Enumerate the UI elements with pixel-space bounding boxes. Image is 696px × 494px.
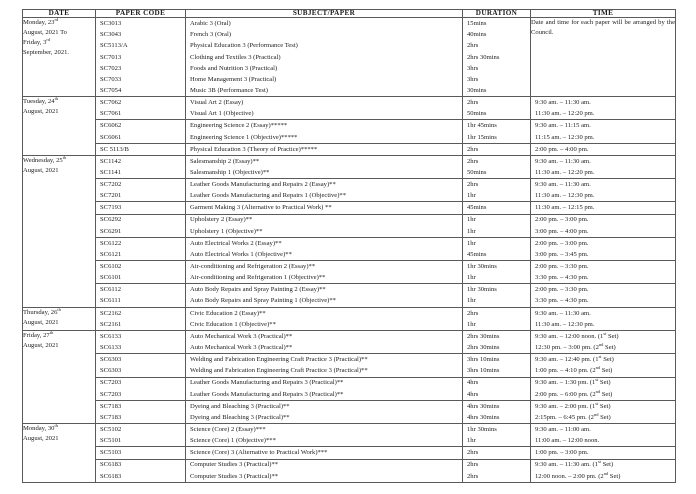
duration-cell <box>463 377 531 400</box>
duration-cell-line: 30mins <box>467 86 487 94</box>
subject-paper-cell <box>186 400 463 423</box>
subject-paper-cell-line: Auto Body Repairs and Spray Painting 2 (Essay)** <box>190 286 326 294</box>
subject-paper-cell <box>186 120 463 143</box>
duration-cell-line: 3hrs <box>467 64 479 72</box>
subject-paper-cell <box>186 237 463 260</box>
date-cell: Monday, 30th August, 2021 <box>23 424 96 483</box>
paper-code-cell-line: SC3013 <box>100 20 122 28</box>
time-cell-line: 3:30 pm. – 4:30 pm. <box>535 297 589 305</box>
time-cell <box>531 97 676 120</box>
paper-code-cell <box>96 214 186 237</box>
date-cell: Tuesday, 24th August, 2021 <box>23 97 96 156</box>
duration-cell-line: 1hr 15mins <box>467 133 497 141</box>
time-cell <box>531 447 676 459</box>
duration-cell <box>463 424 531 447</box>
time-cell <box>531 261 676 284</box>
subject-paper-cell-line: Auto Body Repairs and Spray Painting 1 (Objective)** <box>190 297 336 305</box>
duration-cell-line: 2hrs <box>467 472 479 480</box>
duration-cell-line: 3hrs 10mins <box>467 367 500 375</box>
duration-cell-line: 2hrs <box>467 157 479 165</box>
duration-cell <box>463 143 531 155</box>
table-row <box>23 120 676 143</box>
date-cell: Thursday, 26th August, 2021 <box>23 307 96 330</box>
time-cell <box>531 307 676 330</box>
duration-cell-line: 4hrs <box>467 379 479 387</box>
duration-cell <box>463 179 531 202</box>
subject-paper-cell-line: Visual Art 2 (Essay) <box>190 99 244 107</box>
time-cell-line: 11:30 am. – 12:30 pm. <box>535 192 595 200</box>
paper-code-cell <box>96 284 186 307</box>
time-cell <box>531 400 676 423</box>
time-cell <box>531 143 676 155</box>
paper-code-cell-line: SC7201 <box>100 192 122 200</box>
time-cell <box>531 424 676 447</box>
time-cell-line: 2:00 pm. – 6:00 pm. (2nd Set) <box>535 388 613 398</box>
paper-code-cell-line: SC7061 <box>100 110 122 118</box>
paper-code-cell-line: SC6061 <box>100 133 122 141</box>
time-cell-line: 11:00 am. – 12:00 noon. <box>535 437 600 445</box>
duration-cell-line: 2hrs <box>467 42 479 50</box>
time-cell-line: 2:00 pm. – 3:30 pm. <box>535 286 589 294</box>
time-cell <box>531 155 676 178</box>
table-row <box>23 424 676 447</box>
duration-cell-line: 4hrs <box>467 390 479 398</box>
paper-code-cell-line: SC6291 <box>100 227 122 235</box>
duration-cell-line: 2hrs <box>467 181 479 189</box>
subject-paper-cell <box>186 447 463 459</box>
paper-code-cell <box>96 237 186 260</box>
duration-cell-line: 45mins <box>467 250 487 258</box>
duration-cell <box>463 459 531 482</box>
time-note-cell: Date and time for each paper will be arranged by the Council. <box>531 18 676 97</box>
paper-code-cell <box>96 331 186 354</box>
subject-paper-cell <box>186 202 463 214</box>
subject-paper-cell-line: Leather Goods Manufacturing and Repairs 3 (Practical)** <box>190 390 344 398</box>
duration-cell-line: 1hr <box>467 227 476 235</box>
time-cell <box>531 331 676 354</box>
subject-paper-cell-line: Science (Core) 1 (Objective)*** <box>190 437 276 445</box>
time-cell-line: 11:30 am. – 12:15 pm. <box>535 204 595 212</box>
paper-code-cell-line: SC1142 <box>100 157 122 165</box>
time-cell-line: 9:30 am. – 11:30 am. <box>535 181 591 189</box>
table-header <box>23 10 676 18</box>
subject-paper-cell-line: Engineering Science 2 (Essay)***** <box>190 122 288 130</box>
column-header-date: DATE <box>23 10 96 18</box>
paper-code-cell <box>96 261 186 284</box>
paper-code-cell-line: SC2162 <box>100 309 122 317</box>
duration-cell-line: 50mins <box>467 110 487 118</box>
subject-paper-cell-line: Arabic 3 (Oral) <box>190 20 231 28</box>
table-row <box>23 354 676 377</box>
paper-code-cell-line: SC6122 <box>100 239 122 247</box>
paper-code-cell <box>96 354 186 377</box>
paper-code-cell-line: SC6101 <box>100 274 122 282</box>
paper-code-cell <box>96 459 186 482</box>
subject-paper-cell-line: Garment Making 3 (Alternative to Practical Work) ** <box>190 204 332 212</box>
duration-cell-line: 1hr <box>467 274 476 282</box>
paper-code-cell <box>96 179 186 202</box>
paper-code-cell-line: SC6133 <box>100 344 122 352</box>
subject-paper-cell-line: Science (Core) 3 (Alternative to Practical Work)*** <box>190 449 328 457</box>
time-cell-line: 9:30 am. – 12:40 pm. (1st Set) <box>535 354 614 364</box>
duration-cell <box>463 331 531 354</box>
paper-code-cell-line: SC 5113/B <box>100 145 129 153</box>
duration-cell <box>463 155 531 178</box>
paper-code-cell-line: SC6183 <box>100 461 122 469</box>
duration-cell-line: 4hrs 30mins <box>467 413 500 421</box>
date-cell: Friday, 27th August, 2021 <box>23 331 96 424</box>
time-cell-line: 1:00 pm. – 3:00 pm. <box>535 449 589 457</box>
subject-paper-cell-line: Upholstery 1 (Objective)** <box>190 227 263 235</box>
table-row <box>23 284 676 307</box>
duration-cell-line: 1hr <box>467 239 476 247</box>
table-row <box>23 18 676 97</box>
subject-paper-cell-line: Auto Mechanical Work 3 (Practical)** <box>190 332 293 340</box>
subject-paper-cell-line: Music 3B (Performance Test) <box>190 86 268 94</box>
table-row <box>23 400 676 423</box>
time-cell <box>531 120 676 143</box>
paper-code-cell-line: SC6292 <box>100 216 122 224</box>
paper-code-cell-line: SC7202 <box>100 181 122 189</box>
subject-paper-cell-line: Computer Studies 3 (Practical)** <box>190 472 279 480</box>
subject-paper-cell <box>186 97 463 120</box>
subject-paper-cell-line: Science (Core) 2 (Essay)*** <box>190 426 266 434</box>
subject-paper-cell-line: Home Management 3 (Practical) <box>190 75 277 83</box>
subject-paper-cell <box>186 18 463 97</box>
subject-paper-cell-line: Auto Electrical Works 1 (Objective)** <box>190 250 292 258</box>
subject-paper-cell-line: Foods and Nutrition 3 (Practical) <box>190 64 278 72</box>
time-cell <box>531 214 676 237</box>
paper-code-cell-line: SC7183 <box>100 413 122 421</box>
time-cell-line: 11:30 am. – 12:20 pm. <box>535 110 595 118</box>
table-row <box>23 143 676 155</box>
time-cell-line: 11:30 am. – 12:30 pm. <box>535 320 595 328</box>
subject-paper-cell <box>186 284 463 307</box>
duration-cell <box>463 214 531 237</box>
table-row <box>23 261 676 284</box>
subject-paper-cell-line: Leather Goods Manufacturing and Repairs 3 (Practical)** <box>190 379 344 387</box>
subject-paper-cell-line: French 3 (Oral) <box>190 31 232 39</box>
paper-code-cell-line: SC6111 <box>100 297 121 305</box>
time-cell-line: 9:30 am. – 11:30 am. <box>535 309 591 317</box>
duration-cell-line: 2hrs <box>467 461 479 469</box>
paper-code-cell-line: SC6133 <box>100 332 122 340</box>
table-row <box>23 155 676 178</box>
subject-paper-cell-line: Salesmanship 1 (Objective)** <box>190 168 270 176</box>
duration-cell-line: 1hr 30mins <box>467 426 497 434</box>
paper-code-cell-line: SC3043 <box>100 31 122 39</box>
subject-paper-cell-line: Salesmanship 2 (Essay)** <box>190 157 260 165</box>
paper-code-cell <box>96 400 186 423</box>
paper-code-cell-line: SC7013 <box>100 53 122 61</box>
paper-code-cell-line: SC7203 <box>100 379 122 387</box>
duration-cell-line: 1hr 30mins <box>467 263 497 271</box>
time-cell <box>531 284 676 307</box>
duration-cell-line: 2hrs <box>467 99 479 107</box>
duration-cell-line: 1hr <box>467 297 476 305</box>
subject-paper-cell-line: Physical Education 3 (Performance Test) <box>190 42 298 50</box>
duration-cell-line: 1hr 30mins <box>467 286 497 294</box>
subject-paper-cell <box>186 354 463 377</box>
paper-code-cell-line: SC7193 <box>100 204 122 212</box>
subject-paper-cell-line: Engineering Science 1 (Objective)***** <box>190 133 298 141</box>
table-row <box>23 447 676 459</box>
paper-code-cell-line: SC6183 <box>100 472 122 480</box>
duration-cell-line: 2hrs <box>467 449 479 457</box>
duration-cell <box>463 284 531 307</box>
paper-code-cell-line: SC6303 <box>100 356 122 364</box>
time-cell-line: 9:30 am. – 1:30 pm. (1st Set) <box>535 377 611 387</box>
column-header-paper-code: PAPER CODE <box>96 10 186 18</box>
header-row <box>23 10 676 18</box>
time-cell-line: 1:00 pm. – 4:10 pm. (2nd Set) <box>535 365 613 375</box>
subject-paper-cell-line: Civic Education 1 (Objective)** <box>190 320 276 328</box>
duration-cell <box>463 307 531 330</box>
subject-paper-cell-line: Air-conditioning and Refrigeration 1 (Objective)** <box>190 274 326 282</box>
time-cell-line: 9:30 am. – 11:30 am. (1st Set) <box>535 459 614 469</box>
paper-code-cell-line: SC5101 <box>100 437 122 445</box>
duration-cell-line: 4hrs 30mins <box>467 402 500 410</box>
subject-paper-cell-line: Auto Electrical Works 2 (Essay)** <box>190 239 282 247</box>
time-cell-line: 9:30 am. – 12:00 noon. (1st Set) <box>535 331 619 340</box>
time-cell <box>531 354 676 377</box>
duration-cell-line: 1hr <box>467 320 476 328</box>
duration-cell-line: 15mins <box>467 20 487 28</box>
paper-code-cell-line: SC5113/A <box>100 42 128 50</box>
subject-paper-cell-line: Welding and Fabrication Engineering Craft Practice 3 (Practical)** <box>190 367 368 375</box>
duration-cell <box>463 18 531 97</box>
duration-cell-line: 2hrs <box>467 145 479 153</box>
table-row <box>23 179 676 202</box>
table-row <box>23 214 676 237</box>
time-cell-line: 2:00 pm. – 4:00 pm. <box>535 145 589 153</box>
subject-paper-cell <box>186 155 463 178</box>
table-row <box>23 307 676 330</box>
time-cell-line: 9:30 am. – 11:15 am. <box>535 122 591 130</box>
duration-cell-line: 40mins <box>467 31 487 39</box>
table-row <box>23 459 676 482</box>
duration-cell <box>463 354 531 377</box>
paper-code-cell-line: SC7183 <box>100 402 122 410</box>
paper-code-cell <box>96 18 186 97</box>
time-cell <box>531 459 676 482</box>
subject-paper-cell <box>186 214 463 237</box>
subject-paper-cell <box>186 424 463 447</box>
time-cell-line: 9:30 am. – 11:30 am. <box>535 99 591 107</box>
duration-cell <box>463 202 531 214</box>
date-cell: Monday, 23rd August, 2021 To Friday, 3rd September, 2021. <box>23 18 96 97</box>
paper-code-cell-line: SC6121 <box>100 250 122 258</box>
paper-code-cell-line: SC7033 <box>100 75 122 83</box>
duration-cell-line: 2hrs 30mins <box>467 332 500 340</box>
table-row <box>23 331 676 354</box>
subject-paper-cell-line: Air-conditioning and Refrigeration 2 (Essay)** <box>190 263 316 271</box>
duration-cell-line: 45mins <box>467 204 487 212</box>
subject-paper-cell-line: Civic Education 2 (Essay)** <box>190 309 266 317</box>
subject-paper-cell <box>186 143 463 155</box>
duration-cell <box>463 400 531 423</box>
duration-cell-line: 2hrs 30mins <box>467 344 500 352</box>
time-cell-line: 11:15 am. – 12:30 pm. <box>535 133 595 141</box>
duration-cell <box>463 237 531 260</box>
paper-code-cell-line: SC6062 <box>100 122 122 130</box>
paper-code-cell <box>96 447 186 459</box>
paper-code-cell-line: SC7023 <box>100 64 122 72</box>
exam-timetable <box>22 9 676 483</box>
duration-cell <box>463 97 531 120</box>
time-cell-line: 2:15pm. – 6:45 pm. (2nd Set) <box>535 411 611 421</box>
subject-paper-cell-line: Dyeing and Bleaching 3 (Practical)** <box>190 402 290 410</box>
duration-cell-line: 1hr 45mins <box>467 122 497 130</box>
time-cell <box>531 202 676 214</box>
time-cell-line: 9:30 am. – 11:30 am. <box>535 157 591 165</box>
time-cell <box>531 179 676 202</box>
subject-paper-cell-line: Auto Mechanical Work 3 (Practical)** <box>190 344 293 352</box>
paper-code-cell <box>96 424 186 447</box>
column-header-subject-paper: SUBJECT/PAPER <box>186 10 463 18</box>
paper-code-cell-line: SC2161 <box>100 320 122 328</box>
paper-code-cell-line: SC7054 <box>100 86 122 94</box>
subject-paper-cell-line: Visual Art 1 (Objective) <box>190 110 254 118</box>
duration-cell <box>463 261 531 284</box>
duration-cell-line: 1hr <box>467 437 476 445</box>
paper-code-cell-line: SC7203 <box>100 390 122 398</box>
paper-code-cell-line: SC5102 <box>100 426 122 434</box>
subject-paper-cell-line: Leather Goods Manufacturing and Repairs 1 (Objective)** <box>190 192 346 200</box>
paper-code-cell <box>96 307 186 330</box>
time-cell-line: 2:00 pm. – 3:30 pm. <box>535 263 589 271</box>
date-cell: Wednesday, 25th August, 2021 <box>23 155 96 307</box>
subject-paper-cell-line: Welding and Fabrication Engineering Craft Practice 3 (Practical)** <box>190 356 368 364</box>
paper-code-cell-line: SC7062 <box>100 99 122 107</box>
column-header-time: TIME <box>531 10 676 18</box>
paper-code-cell-line: SC6303 <box>100 367 122 375</box>
subject-paper-cell-line: Dyeing and Bleaching 3 (Practical)** <box>190 413 290 421</box>
paper-code-cell-line: SC6112 <box>100 286 122 294</box>
time-cell-line: 2:00 pm. – 3:00 pm. <box>535 239 589 247</box>
paper-code-cell-line: SC1141 <box>100 168 122 176</box>
subject-paper-cell <box>186 331 463 354</box>
duration-cell-line: 3hrs <box>467 75 479 83</box>
duration-cell <box>463 447 531 459</box>
subject-paper-cell-line: Physical Education 3 (Theory of Practice)***** <box>190 145 318 153</box>
time-cell-line: 3:00 pm. – 4:00 pm. <box>535 227 589 235</box>
subject-paper-cell-line: Upholstery 2 (Essay)** <box>190 216 253 224</box>
table-row <box>23 97 676 120</box>
duration-cell-line: 1hr <box>467 192 476 200</box>
paper-code-cell <box>96 97 186 120</box>
subject-paper-cell-line: Computer Studies 3 (Practical)** <box>190 461 279 469</box>
subject-paper-cell-line: Leather Goods Manufacturing and Repairs 2 (Essay)** <box>190 181 336 189</box>
subject-paper-cell <box>186 377 463 400</box>
paper-code-cell <box>96 120 186 143</box>
time-cell <box>531 377 676 400</box>
subject-paper-cell <box>186 261 463 284</box>
table-row <box>23 202 676 214</box>
time-cell-line: 3:00 pm. – 3:45 pm. <box>535 250 589 258</box>
paper-code-cell-line: SC6102 <box>100 263 122 271</box>
time-cell-line: 9:30 am. – 11:00 am. <box>535 426 591 434</box>
duration-cell-line: 2hrs <box>467 309 479 317</box>
subject-paper-cell <box>186 459 463 482</box>
paper-code-cell-line: SC5103 <box>100 449 122 457</box>
time-cell-line: 12:00 noon. – 2:00 pm. (2nd Set) <box>535 470 621 480</box>
paper-code-cell <box>96 202 186 214</box>
duration-cell-line: 2hrs 30mins <box>467 53 500 61</box>
column-header-duration: DURATION <box>463 10 531 18</box>
subject-paper-cell <box>186 179 463 202</box>
time-cell-line: 2:00 pm. – 3:00 pm. <box>535 216 589 224</box>
subject-paper-cell-line: Clothing and Textiles 3 (Practical) <box>190 53 281 61</box>
table-row <box>23 377 676 400</box>
time-cell-line: 11:30 am. – 12:20 pm. <box>535 168 595 176</box>
time-cell <box>531 237 676 260</box>
duration-cell-line: 3hrs 10mins <box>467 356 500 364</box>
paper-code-cell <box>96 143 186 155</box>
duration-cell-line: 1hr <box>467 216 476 224</box>
paper-code-cell <box>96 155 186 178</box>
time-cell-line: 9:30 am. – 2:00 pm. (1st Set) <box>535 400 611 410</box>
duration-cell <box>463 120 531 143</box>
subject-paper-cell <box>186 307 463 330</box>
table-body <box>23 18 676 483</box>
paper-code-cell <box>96 377 186 400</box>
duration-cell-line: 50mins <box>467 168 487 176</box>
time-cell-line: 12:30 pm. – 3:00 pm. (2nd Set) <box>535 342 616 352</box>
table-row <box>23 237 676 260</box>
time-cell-line: 3:30 pm. – 4:30 pm. <box>535 274 589 282</box>
